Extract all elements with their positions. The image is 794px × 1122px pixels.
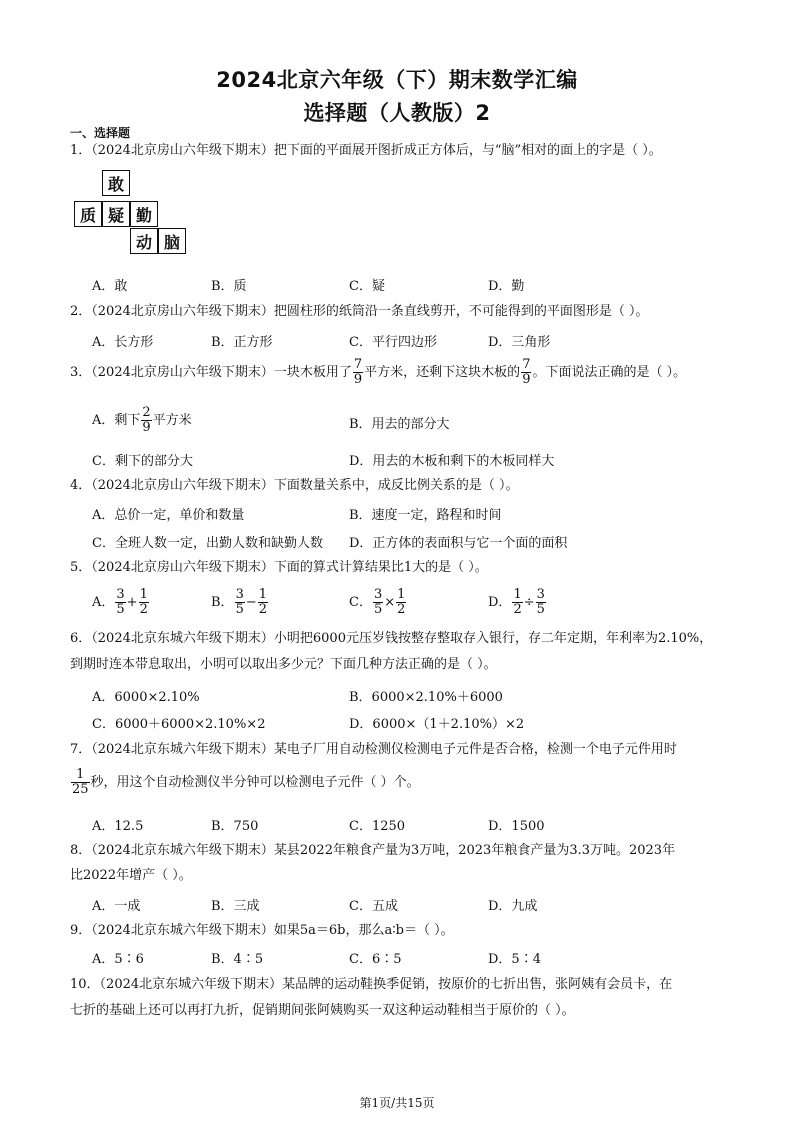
question-2: 2．（2024北京房山六年级下期末）把圆柱形的纸筒沿一条直线剪开，不可能得到的平面图形是（ ）。 bbox=[70, 304, 649, 319]
page-title: 2024北京六年级（下）期末数学汇编 bbox=[216, 68, 578, 92]
fraction: $\frac{3}{5}$ bbox=[235, 587, 244, 617]
option-d: D．九成 bbox=[488, 899, 538, 914]
question-4: 4．（2024北京房山六年级下期末）下面数量关系中，成反比例关系的是（ ）。 bbox=[70, 478, 519, 493]
fraction: $\frac{7}{9}$ bbox=[353, 357, 363, 387]
option-c: C．全班人数一定，出勤人数和缺勤人数 bbox=[92, 536, 323, 551]
fraction: $\frac{1}{2}$ bbox=[139, 587, 148, 617]
option-b: B．三成 bbox=[211, 899, 260, 914]
option-a: A．6000×2.10% bbox=[92, 690, 200, 705]
option-a: A．长方形 bbox=[92, 335, 154, 350]
question-7-line-2: $\frac{1}{25}$ 秒，用这个自动检测仪半分钟可以检测电子元件（ ）个。 bbox=[72, 767, 420, 797]
question-10-line-2: 七折的基础上还可以再打九折，促销期间张阿姨购买一双这种运动鞋相当于原价的（ ）。 bbox=[70, 1003, 575, 1018]
option-c: C．平行四边形 bbox=[349, 335, 437, 350]
question-8-line-2: 比2022年增产（ ）。 bbox=[70, 868, 192, 883]
option-d: D．1500 bbox=[488, 819, 545, 834]
option-a: A．5∶6 bbox=[92, 952, 144, 967]
option-d: D．勤 bbox=[488, 279, 525, 294]
option-d: D．用去的木板和剩下的木板同样大 bbox=[349, 454, 555, 469]
option-c: C．五成 bbox=[349, 899, 398, 914]
option-c: C．疑 bbox=[349, 279, 385, 294]
net-face: 动 bbox=[130, 228, 158, 254]
page-footer: 第1页/共15页 bbox=[359, 1096, 435, 1110]
page-subtitle: 选择题（人教版）2 bbox=[303, 101, 491, 125]
fraction: $\frac{1}{2}$ bbox=[258, 587, 268, 617]
fraction: $\frac{1}{2}$ bbox=[513, 587, 522, 617]
net-face: 勤 bbox=[130, 201, 158, 227]
fraction: $\frac{3}{5}$ bbox=[536, 587, 545, 617]
option-a: A．敢 bbox=[92, 279, 128, 294]
fraction: $\frac{7}{9}$ bbox=[522, 357, 531, 387]
option-b: B．750 bbox=[211, 819, 259, 834]
net-face: 脑 bbox=[158, 228, 186, 254]
net-face: 敢 bbox=[102, 170, 130, 196]
option-b: B．正方形 bbox=[211, 335, 273, 350]
net-face: 质 bbox=[74, 201, 102, 227]
option-d: D．5∶4 bbox=[488, 952, 541, 967]
option-d: D．6000×（1＋2.10%）×2 bbox=[349, 717, 525, 732]
fraction: $\frac{1}{25}$ bbox=[72, 767, 89, 797]
section-heading: 一、选择题 bbox=[70, 126, 131, 140]
question-9: 9．（2024北京东城六年级下期末）如果5a＝6b，那么a∶b＝（ ）。 bbox=[70, 923, 454, 938]
question-1: 1．（2024北京房山六年级下期末）把下面的平面展开图折成正方体后，与“脑”相对的面上的字是（ ）。 bbox=[70, 143, 662, 158]
option-d: D．正方体的表面积与它一个面的面积 bbox=[349, 536, 568, 551]
option-c: C．6000＋6000×2.10%×2 bbox=[92, 717, 266, 732]
fraction: $\frac{3}{5}$ bbox=[373, 587, 383, 617]
option-b: B． $\frac{3}{5}$ − $\frac{1}{2}$ bbox=[211, 587, 268, 617]
option-c: C．1250 bbox=[349, 819, 406, 834]
option-b: B．速度一定，路程和时间 bbox=[349, 508, 502, 523]
fraction: $\frac{1}{2}$ bbox=[397, 587, 406, 617]
option-a: A．一成 bbox=[92, 899, 141, 914]
option-b: B．4∶5 bbox=[211, 952, 264, 967]
cube-net-figure bbox=[74, 170, 194, 258]
question-5: 5．（2024北京房山六年级下期末）下面的算式计算结果比1大的是（ ）。 bbox=[70, 560, 488, 575]
option-c: C．6∶5 bbox=[349, 952, 402, 967]
option-d: D． $\frac{1}{2}$ ÷ $\frac{3}{5}$ bbox=[488, 587, 545, 617]
question-3: 3．（2024北京房山六年级下期末）一块木板用了 $\frac{7}{9}$ 平方米，还剩下这块木板的 $\frac{7}{9}$ 。下面说法正确的是（ ）。 bbox=[70, 357, 687, 387]
option-c: C． $\frac{3}{5}$ × $\frac{1}{2}$ bbox=[349, 587, 406, 617]
fraction: $\frac{3}{5}$ bbox=[116, 587, 125, 617]
option-a: A． $\frac{3}{5}$ + $\frac{1}{2}$ bbox=[92, 587, 148, 617]
question-10: 10．（2024北京东城六年级下期末）某品牌的运动鞋换季促销，按原价的七折出售，张阿姨有会员卡，在 bbox=[70, 977, 673, 992]
question-6-line-2: 到期时连本带息取出，小明可以取出多少元？下面几种方法正确的是（ ）。 bbox=[70, 657, 497, 672]
option-a: A．总价一定，单价和数量 bbox=[92, 508, 245, 523]
option-b: B．质 bbox=[211, 279, 247, 294]
net-face: 疑 bbox=[102, 201, 130, 227]
option-d: D．三角形 bbox=[488, 335, 551, 350]
option-a: A．剩下 $\frac{2}{9}$ 平方米 bbox=[92, 405, 192, 435]
question-6: 6．（2024北京东城六年级下期末）小明把6000元压岁钱按整存整取存入银行，存二年定期，年利率为2.10%， bbox=[70, 631, 713, 646]
option-a: A．12.5 bbox=[92, 819, 144, 834]
option-b: B．6000×2.10%＋6000 bbox=[349, 690, 503, 705]
option-b: B．用去的部分大 bbox=[349, 417, 450, 432]
question-8: 8．（2024北京东城六年级下期末）某县2022年粮食产量为3万吨，2023年粮食产量为3.3万吨。2023年 bbox=[70, 843, 676, 858]
fraction: $\frac{2}{9}$ bbox=[142, 405, 151, 435]
question-7: 7．（2024北京东城六年级下期末）某电子厂用自动检测仪检测电子元件是否合格，检测一个电子元件用时 bbox=[70, 742, 677, 757]
option-c: C．剩下的部分大 bbox=[92, 454, 193, 469]
